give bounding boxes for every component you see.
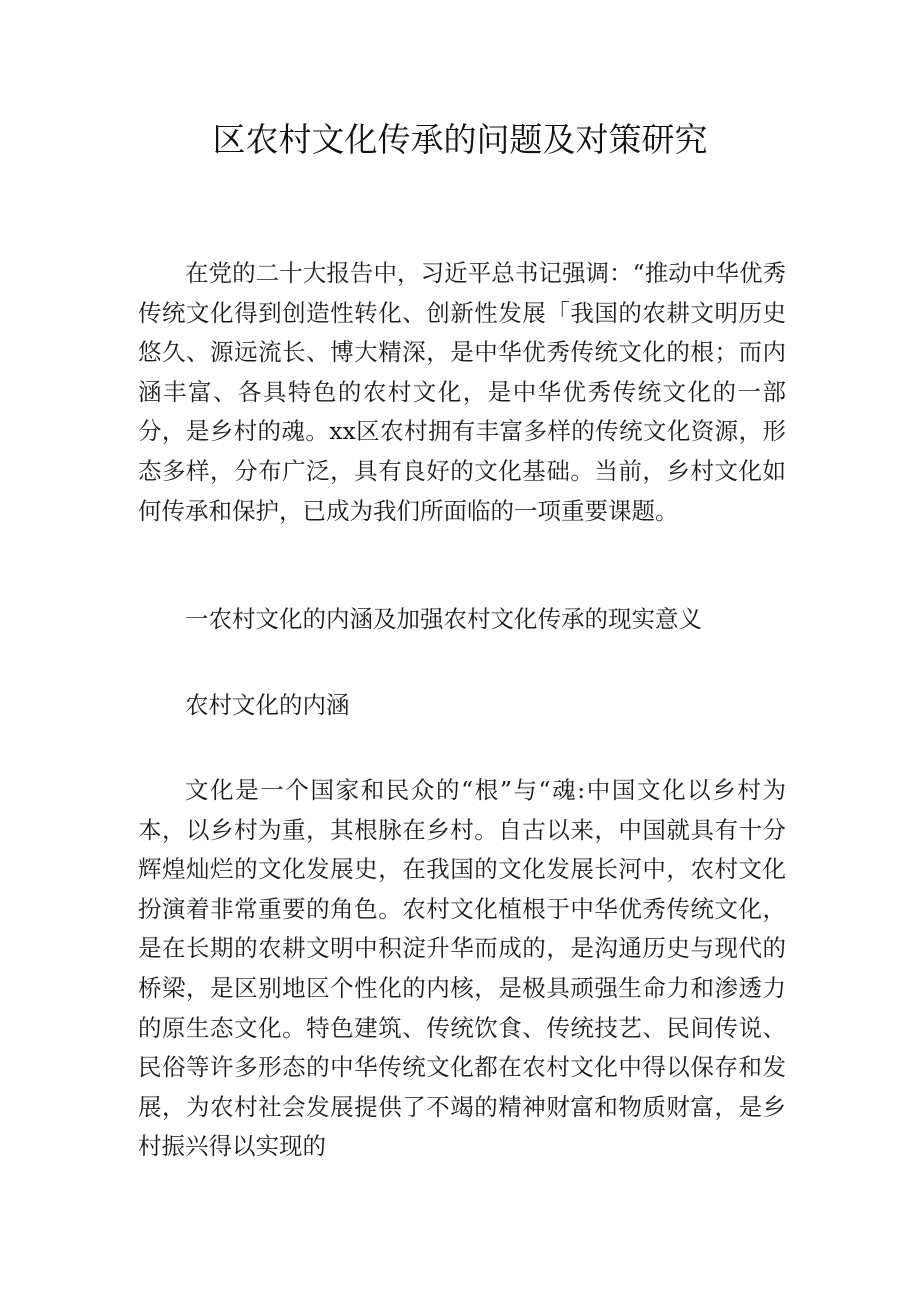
document-title: 区农村文化传承的问题及对策研究 <box>212 120 708 159</box>
subsection-heading: 农村文化的内涵 <box>185 691 350 719</box>
section-heading: 一农村文化的内涵及加强农村文化传承的现实意义 <box>185 605 702 633</box>
intro-paragraph: 在党的二十大报告中，习近平总书记强调：“推动中华优秀传统文化得到创造性转化、创新性发展「我国的农耕文明历史悠久、源远流长、博大精深，是中华优秀传统文化的根；而内涵丰富、各具特色的农村文化，是中华优秀传统文化的一部分，是乡村的魂。xx区农村拥有丰富多样的传统文化资源，形态多样，分布广泛，具有良好的文化基础。当前，乡村文化如何传承和保护，已成为我们所面临的一项重要课题。 <box>138 259 786 525</box>
body-paragraph: 文化是一个国家和民众的“根”与“魂:中国文化以乡村为本，以乡村为重，其根脉在乡村。自古以来，中国就具有十分辉煌灿烂的文化发展史，在我国的文化发展长河中，农村文化扮演着非常重要的角色。农村文化植根于中华优秀传统文化，是在长期的农耕文明中积淀升华而成的，是沟通历史与现代的桥梁，是区别地区个性化的内核，是极具顽强生命力和渗透力的原生态文化。特色建筑、传统饮食、传统技艺、民间传说、民俗等许多形态的中华传统文化都在农村文化中得以保存和发展，为农村社会发展提供了不竭的精神财富和物质财富，是乡村振兴得以实现的 <box>138 776 786 1161</box>
